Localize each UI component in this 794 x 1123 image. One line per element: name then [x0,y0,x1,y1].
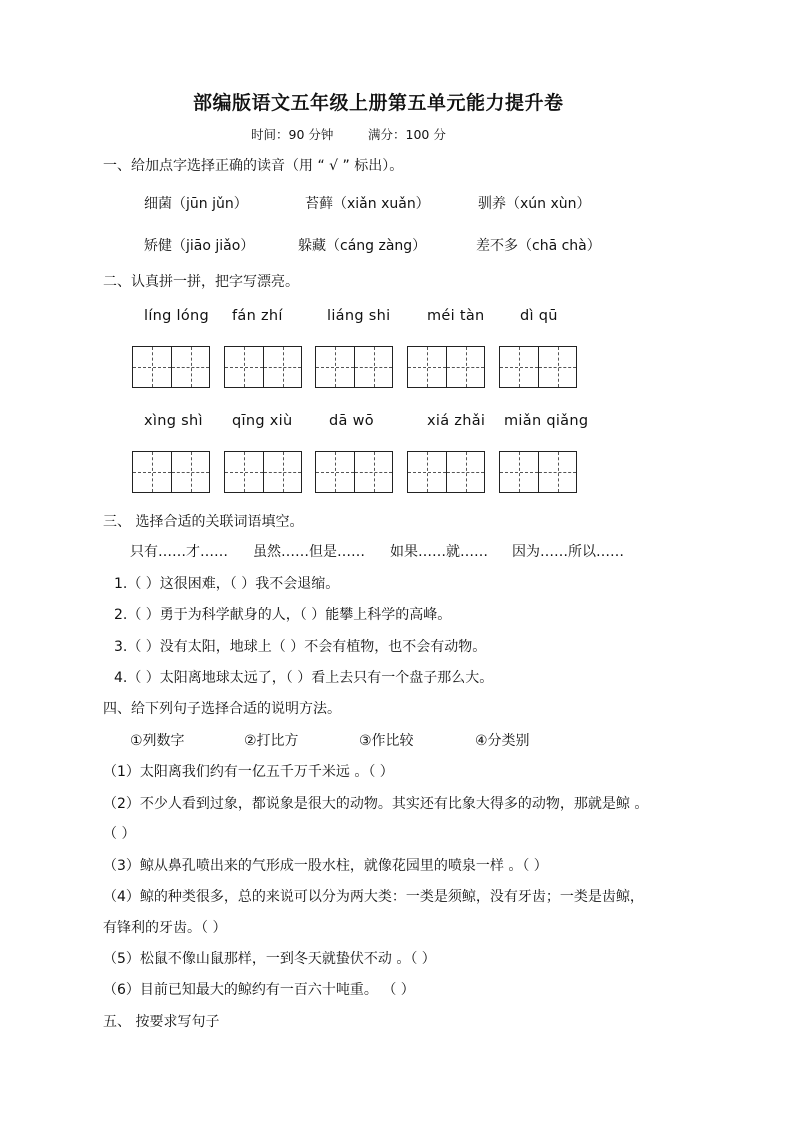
method-option: ①列数字 [130,733,185,749]
exam-score: 满分：100 分 [368,127,446,142]
s1-item-3: 驯养（xún xùn） [478,196,591,212]
page-title: 部编版语文五年级上册第五单元能力提升卷 [193,92,564,114]
s4-item: （6）目前已知最大的鲸约有一百六十吨重。 （ ） [103,982,415,998]
conjunction-option: 因为……所以…… [512,544,624,560]
s1-item-5: 躲藏（cáng zàng） [298,238,427,254]
pinyin-label: dì qū [520,308,558,324]
s1-item-2: 苔藓（xiǎn xuǎn） [305,196,430,212]
conjunction-option: 虽然……但是…… [253,544,365,560]
pinyin-label: líng lóng [144,308,210,324]
section-4-heading: 四、给下列句子选择合适的说明方法。 [103,701,341,717]
pinyin-label: dā wō [329,413,374,429]
s1-item-1: 细菌（jūn jǔn） [144,196,248,212]
writing-grid[interactable] [132,346,210,388]
writing-grid[interactable] [224,451,302,493]
section-1-heading: 一、给加点字选择正确的读音（用 “ √ ” 标出）。 [103,158,404,174]
writing-grid[interactable] [315,346,393,388]
s3-item: 4.（ ）太阳离地球太远了，（ ）看上去只有一个盘子那么大。 [114,670,494,686]
s1-item-6: 差不多（chā chà） [476,238,601,254]
pinyin-label: xiá zhǎi [427,413,486,429]
writing-grid[interactable] [499,451,577,493]
s4-item: （3）鲸从鼻孔喷出来的气形成一股水柱，就像花园里的喷泉一样 。（ ） [103,858,548,874]
pinyin-label: miǎn qiǎng [504,413,589,429]
method-option: ②打比方 [244,733,299,749]
s4-item: （ ） [103,826,136,842]
conjunction-option: 只有……才…… [130,544,228,560]
s4-item: 有锋利的牙齿。（ ） [103,920,227,936]
writing-grid[interactable] [407,346,485,388]
writing-grid[interactable] [407,451,485,493]
writing-grid[interactable] [224,346,302,388]
method-option: ④分类别 [475,733,530,749]
s1-item-4: 矫健（jiāo jiǎo） [144,238,255,254]
section-5-heading: 五、 按要求写句子 [103,1014,220,1030]
pinyin-label: fán zhí [232,308,283,324]
writing-grid[interactable] [315,451,393,493]
pinyin-label: méi tàn [427,308,485,324]
pinyin-label: xìng shì [144,413,203,429]
s4-item: （2）不少人看到过象，都说象是很大的动物。其实还有比象大得多的动物，那就是鲸 。 [103,796,649,812]
s4-item: （1）太阳离我们约有一亿五千万千米远 。（ ） [103,764,394,780]
section-2-heading: 二、认真拼一拼，把字写漂亮。 [103,274,299,290]
writing-grid[interactable] [132,451,210,493]
s3-item: 3.（ ）没有太阳，地球上（ ）不会有植物，也不会有动物。 [114,639,487,655]
s4-item: （5）松鼠不像山鼠那样，一到冬天就蛰伏不动 。（ ） [103,951,436,967]
writing-grid[interactable] [499,346,577,388]
s4-item: （4）鲸的种类很多，总的来说可以分为两大类：一类是须鲸，没有牙齿；一类是齿鲸， [103,889,644,905]
s3-item: 1.（ ）这很困难，（ ）我不会退缩。 [114,576,340,592]
exam-time: 时间：90 分钟 [251,127,334,142]
pinyin-label: liáng shi [327,308,391,324]
method-option: ③作比较 [359,733,414,749]
s3-item: 2.（ ）勇于为科学献身的人，（ ）能攀上科学的高峰。 [114,607,452,623]
section-3-heading: 三、 选择合适的关联词语填空。 [103,514,304,530]
conjunction-option: 如果……就…… [390,544,488,560]
pinyin-label: qīng xiù [232,413,293,429]
